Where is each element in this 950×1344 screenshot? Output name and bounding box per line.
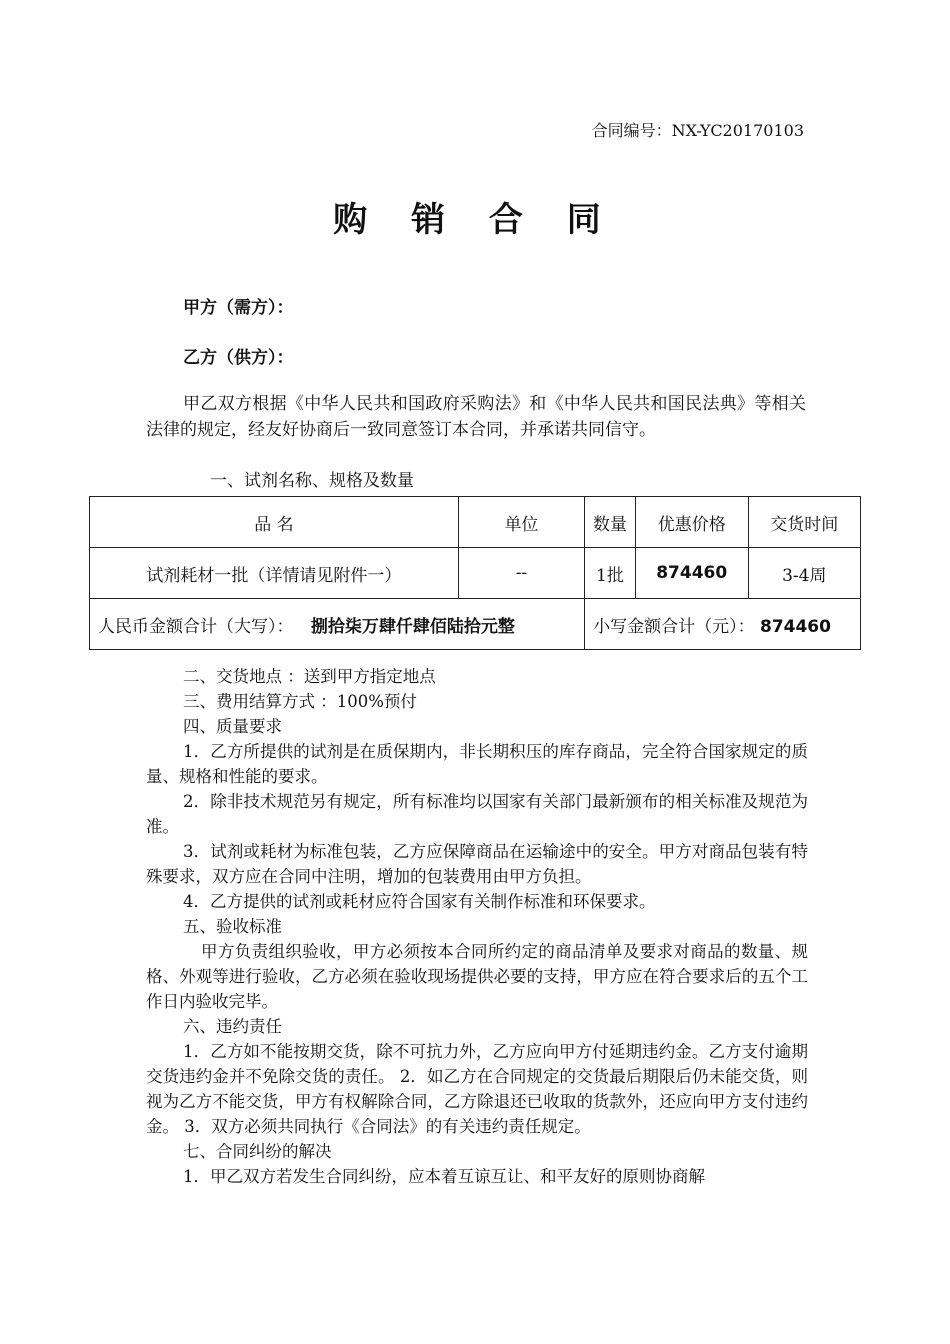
table-row: [90, 548, 861, 599]
row-delivery: 3-4周: [748, 548, 860, 599]
section4-item4: 4．乙方提供的试剂或耗材应符合国家有关制作标准和环保要求。: [183, 892, 656, 911]
total-cn-cell: [90, 599, 585, 650]
total-cn-value: 捌拾柒万肆仟肆佰陆拾元整: [310, 616, 515, 637]
section3: 三、费用结算方式 ：100%预付: [183, 692, 417, 711]
table-header-row: [90, 497, 861, 548]
preamble-paragraph: 甲乙双方根据《中华人民共和国政府采购法》和《中华人民共和国民法典》等相关法律的规定，经友好协商后一致同意签订本合同，并承诺共同信守。: [146, 394, 806, 440]
section5-text: 甲方负责组织验收，甲方必须按本合同所约定的商品清单及要求对商品的数量、规格、外观等进行验收，乙方必须在验收现场提供必要的支持，甲方应在符合要求后的五个工作日内验收完毕。: [146, 942, 808, 1011]
section5-title: 五、验收标准: [183, 917, 282, 936]
header-delivery: 交货时间: [748, 497, 860, 548]
header-name: 品 名: [90, 497, 459, 548]
header-unit: 单位: [458, 497, 584, 548]
total-num-label: 小写金额合计（元）：: [593, 616, 755, 637]
total-num-value: 874460: [759, 616, 831, 637]
section1-title: 一、试剂名称、规格及数量: [210, 471, 414, 491]
contract-number: 合同编号：NX-YC20170103: [591, 121, 804, 140]
party-a-label: 甲方（需方）：: [183, 298, 294, 318]
party-b-label: 乙方（供方）：: [183, 348, 294, 368]
header-qty: 数量: [585, 497, 636, 548]
header-price: 优惠价格: [635, 497, 748, 548]
section4-item2: 2．除非技术规范另有规定，所有标准均以国家有关部门最新颁布的相关标准及规范为准。: [146, 792, 808, 836]
document-title: 购 销 合 同: [333, 200, 617, 240]
row-qty: 1批: [585, 548, 636, 599]
total-cn-label: 人民币金额合计（大写）：: [98, 616, 294, 637]
section2: 二、交货地点 ：送到甲方指定地点: [183, 667, 436, 686]
goods-table: [89, 496, 861, 650]
table-total-row: [90, 599, 861, 650]
section4-title: 四、质量要求: [183, 717, 282, 736]
section4-item1: 1．乙方所提供的试剂是在质保期内，非长期积压的库存商品，完全符合国家规定的质量、规格和性能的要求。: [146, 742, 808, 786]
section7-title: 七、合同纠纷的解决: [183, 1142, 332, 1161]
section6-text: 1．乙方如不能按期交货，除不可抗力外，乙方应向甲方付延期违约金。乙方支付逾期交货违约金并不免除交货的责任。 2．如乙方在合同规定的交货最后期限后仍未能交货，则视为乙方不能交货，甲方有权解除合同，乙方除退还已收取的货款外，还应向甲方支付违约金。 3．双方必须共同执行《合同法》的有关违约责任规定。: [146, 1042, 808, 1136]
total-num-cell: [585, 599, 861, 650]
contract-body: [146, 664, 808, 1189]
row-price: 874460: [635, 548, 748, 599]
section6-title: 六、违约责任: [183, 1017, 282, 1036]
section4-item3: 3．试剂或耗材为标准包装，乙方应保障商品在运输途中的安全。甲方对商品包装有特殊要求，双方应在合同中注明，增加的包装费用由甲方负担。: [146, 842, 808, 886]
row-name: 试剂耗材一批（详情请见附件一）: [90, 548, 459, 599]
row-unit: --: [458, 548, 584, 599]
section7-text: 1．甲乙双方若发生合同纠纷，应本着互谅互让、和平友好的原则协商解: [183, 1167, 705, 1186]
